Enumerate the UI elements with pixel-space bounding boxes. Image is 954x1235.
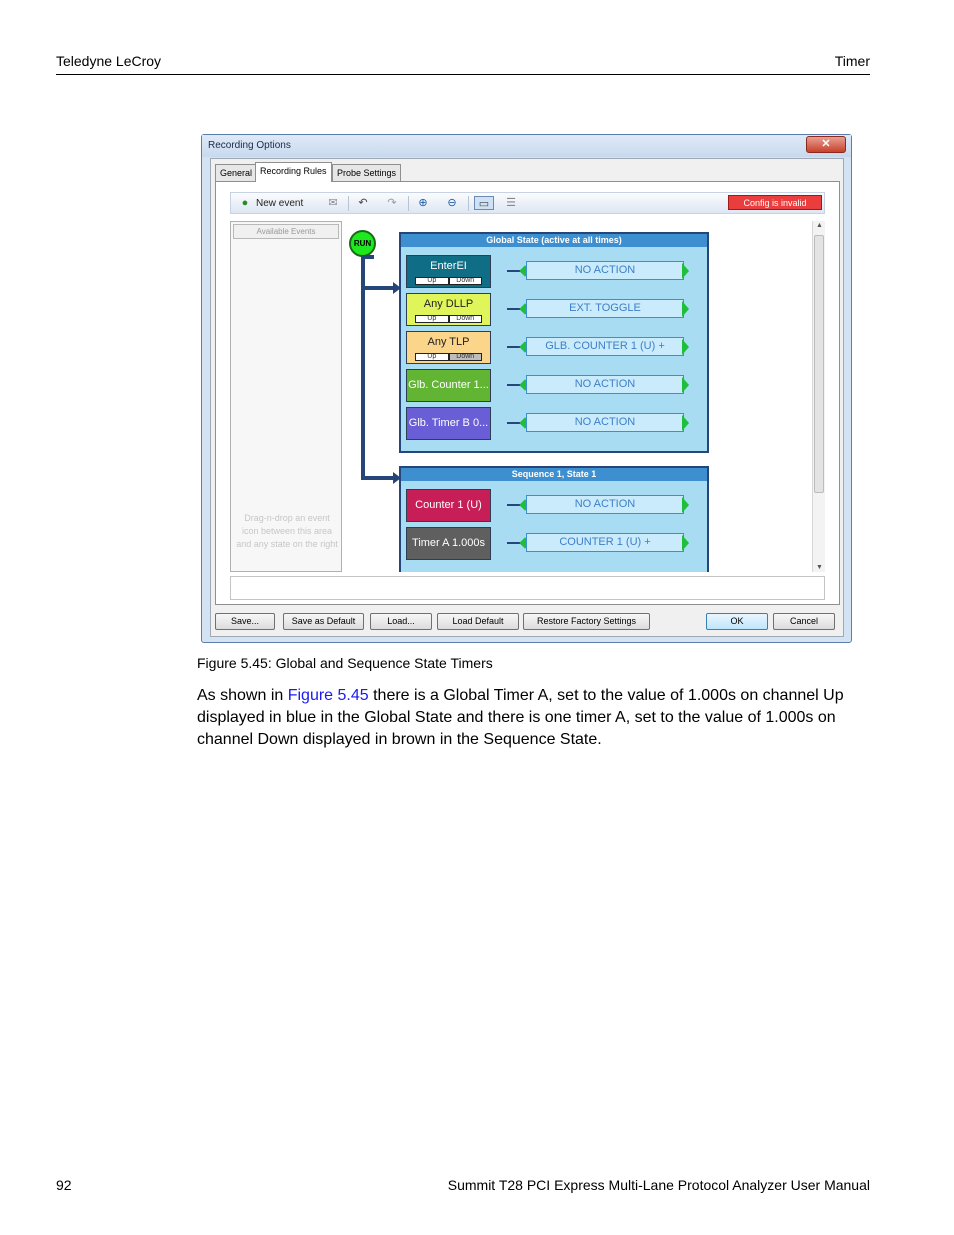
- channel-down-button[interactable]: Down: [449, 277, 483, 285]
- recording-rules-panel: [215, 181, 840, 605]
- delete-icon[interactable]: ✉: [328, 197, 338, 209]
- run-node[interactable]: RUN: [349, 230, 376, 257]
- save-as-default-button[interactable]: Save as Default: [283, 613, 364, 630]
- action-node[interactable]: NO ACTION: [526, 495, 684, 514]
- event-node[interactable]: [406, 255, 491, 288]
- available-events-header: Available Events: [233, 224, 339, 239]
- save-button[interactable]: Save...: [215, 613, 275, 630]
- event-node[interactable]: [406, 527, 491, 560]
- flow-line: [361, 255, 374, 259]
- paragraph-text: there is a Global Timer A, set to the value of 1.000s on channel Up displayed in blue in the Global State and there is one timer A, set to the value of 1.000s on channel Down displayed in brown in the Sequence State.: [197, 687, 844, 748]
- new-event-button[interactable]: New event: [256, 198, 304, 209]
- channel-down-button[interactable]: Down: [449, 315, 483, 323]
- new-event-icon[interactable]: ●: [241, 197, 249, 209]
- window-client: [210, 158, 844, 637]
- state-diagram-canvas[interactable]: [346, 221, 810, 572]
- action-arrow-icon: [682, 497, 689, 513]
- channel-up-button[interactable]: Up: [415, 315, 449, 323]
- undo-icon[interactable]: ↶: [358, 197, 368, 209]
- event-name: Glb. Counter 1...: [408, 379, 489, 391]
- event-node[interactable]: [406, 407, 491, 440]
- rules-toolbar: [230, 192, 825, 214]
- action-arrow-icon: [682, 377, 689, 393]
- event-name: Counter 1 (U): [415, 499, 482, 511]
- cancel-button[interactable]: Cancel: [773, 613, 835, 630]
- toolbar-separator: [408, 196, 409, 211]
- action-node[interactable]: NO ACTION: [526, 261, 684, 280]
- flow-line: [361, 257, 365, 478]
- header-company: Teledyne LeCroy: [56, 53, 162, 69]
- action-arrow-icon: [682, 263, 689, 279]
- available-events-panel[interactable]: [230, 221, 342, 572]
- action-arrow-icon: [682, 535, 689, 551]
- action-node[interactable]: EXT. TOGGLE: [526, 299, 684, 318]
- flow-line: [361, 476, 393, 480]
- sequence-state[interactable]: [399, 466, 709, 572]
- global-state-title: Global State (active at all times): [401, 234, 707, 247]
- properties-icon[interactable]: ☰: [506, 197, 516, 209]
- global-state[interactable]: [399, 232, 709, 453]
- redo-icon[interactable]: ↷: [387, 197, 397, 209]
- tab-probe-settings[interactable]: Probe Settings: [332, 164, 401, 181]
- tab-general[interactable]: General: [215, 164, 257, 181]
- channel-up-button[interactable]: Up: [415, 277, 449, 285]
- tab-recording-rules[interactable]: Recording Rules: [255, 162, 332, 182]
- toolbar-separator: [348, 196, 349, 211]
- scrollbar-thumb[interactable]: [814, 235, 824, 493]
- event-name: EnterEI: [430, 260, 467, 272]
- layout-icon[interactable]: ▭: [474, 196, 494, 210]
- load-default-button[interactable]: Load Default: [437, 613, 519, 630]
- footer-title: Summit T28 PCI Express Multi-Lane Protocol Analyzer User Manual: [447, 1177, 870, 1193]
- channel-toggle: [415, 277, 482, 285]
- channel-toggle: [415, 353, 482, 361]
- channel-toggle: [415, 315, 482, 323]
- close-button[interactable]: ✕: [806, 136, 846, 153]
- zoom-out-icon[interactable]: ⊖: [447, 197, 457, 209]
- event-name: Any TLP: [427, 336, 470, 348]
- event-node[interactable]: [406, 293, 491, 326]
- load-button[interactable]: Load...: [370, 613, 432, 630]
- recording-options-window: [201, 134, 852, 643]
- restore-factory-settings-button[interactable]: Restore Factory Settings: [523, 613, 650, 630]
- event-node[interactable]: [406, 331, 491, 364]
- event-node[interactable]: [406, 369, 491, 402]
- ok-button[interactable]: OK: [706, 613, 768, 630]
- figure-caption: Figure 5.45: Global and Sequence State Timers: [197, 655, 493, 671]
- action-node[interactable]: GLB. COUNTER 1 (U) +: [526, 337, 684, 356]
- page-number: 92: [56, 1177, 72, 1193]
- paragraph-text: As shown in: [197, 687, 288, 704]
- description-field[interactable]: [230, 576, 825, 600]
- body-paragraph: [197, 685, 867, 751]
- config-status-badge: Config is invalid: [728, 195, 822, 210]
- action-arrow-icon: [682, 301, 689, 317]
- flow-line: [365, 286, 393, 290]
- action-node[interactable]: COUNTER 1 (U) +: [526, 533, 684, 552]
- action-node[interactable]: NO ACTION: [526, 413, 684, 432]
- header-rule: [56, 74, 870, 75]
- window-titlebar: [202, 135, 851, 157]
- event-name: Any DLLP: [423, 298, 474, 310]
- sequence-state-title: Sequence 1, State 1: [401, 468, 707, 481]
- channel-up-button[interactable]: Up: [415, 353, 449, 361]
- action-arrow-icon: [682, 339, 689, 355]
- event-name: Glb. Timer B 0...: [408, 417, 489, 429]
- zoom-in-icon[interactable]: ⊕: [418, 197, 428, 209]
- event-node[interactable]: [406, 489, 491, 522]
- scroll-down-icon[interactable]: ▼: [816, 564, 823, 571]
- toolbar-separator: [468, 196, 469, 211]
- vertical-scrollbar[interactable]: [812, 221, 825, 572]
- window-title: Recording Options: [208, 140, 291, 151]
- event-name: Timer A 1.000s: [412, 537, 485, 549]
- drag-drop-hint: Drag-n-drop an event icon between this area and any state on the right: [236, 513, 338, 549]
- action-arrow-icon: [682, 415, 689, 431]
- header-section: Timer: [834, 53, 870, 69]
- action-node[interactable]: NO ACTION: [526, 375, 684, 394]
- channel-down-button[interactable]: Down: [449, 353, 483, 361]
- scroll-up-icon[interactable]: ▲: [816, 222, 823, 229]
- figure-link[interactable]: Figure 5.45: [287, 687, 369, 704]
